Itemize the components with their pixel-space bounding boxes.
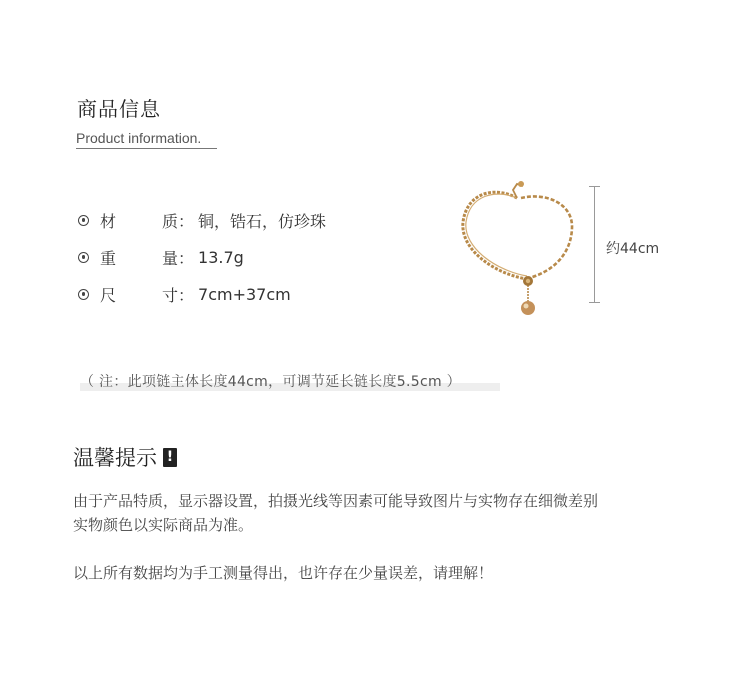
tips-paragraph-1-line-2: 实物颜色以实际商品为准。 [73,516,254,534]
title-underline [76,148,217,149]
measure-tick-bottom [589,302,600,303]
section-title-cn: 商品信息 [77,97,161,121]
tips-title [73,442,177,472]
spec-value: 铜，锆石，仿珍珠 [198,211,327,231]
necklace-illustration [455,178,585,326]
spec-row-weight [78,245,244,269]
spec-row-size [78,282,291,306]
spec-colon: ： [178,211,195,231]
spec-colon: ： [178,285,195,305]
section-title-en: Product information. [76,130,202,146]
spec-colon: ： [178,248,195,268]
bullet-circle-icon [78,289,89,300]
bullet-circle-icon [78,252,89,263]
warning-icon: ! [163,448,177,467]
length-note: （ 注：此项链主体长度44cm，可调节延长链长度5.5cm ） [80,374,461,390]
tips-paragraph-1 [73,489,673,537]
spec-value: 7cm+37cm [198,284,291,304]
measure-tick-top [589,186,600,187]
bullet-circle-icon [78,215,89,226]
spec-value: 13.7g [198,247,244,267]
spec-label: 重 量 [100,248,178,268]
measure-line [594,186,595,303]
tips-paragraph-1-line-1: 由于产品特质，显示器设置，拍摄光线等因素可能导致图片与实物存在细微差别 [73,492,599,510]
tips-title-text: 温馨提示 [73,446,157,470]
spec-label: 材 质 [100,211,178,231]
spec-row-material [78,208,326,232]
spec-label: 尺 寸 [100,285,178,305]
measurement-label: 约44cm [606,241,660,257]
tips-paragraph-2: 以上所有数据均为手工测量得出，也许存在少量误差，请理解！ [73,564,494,582]
